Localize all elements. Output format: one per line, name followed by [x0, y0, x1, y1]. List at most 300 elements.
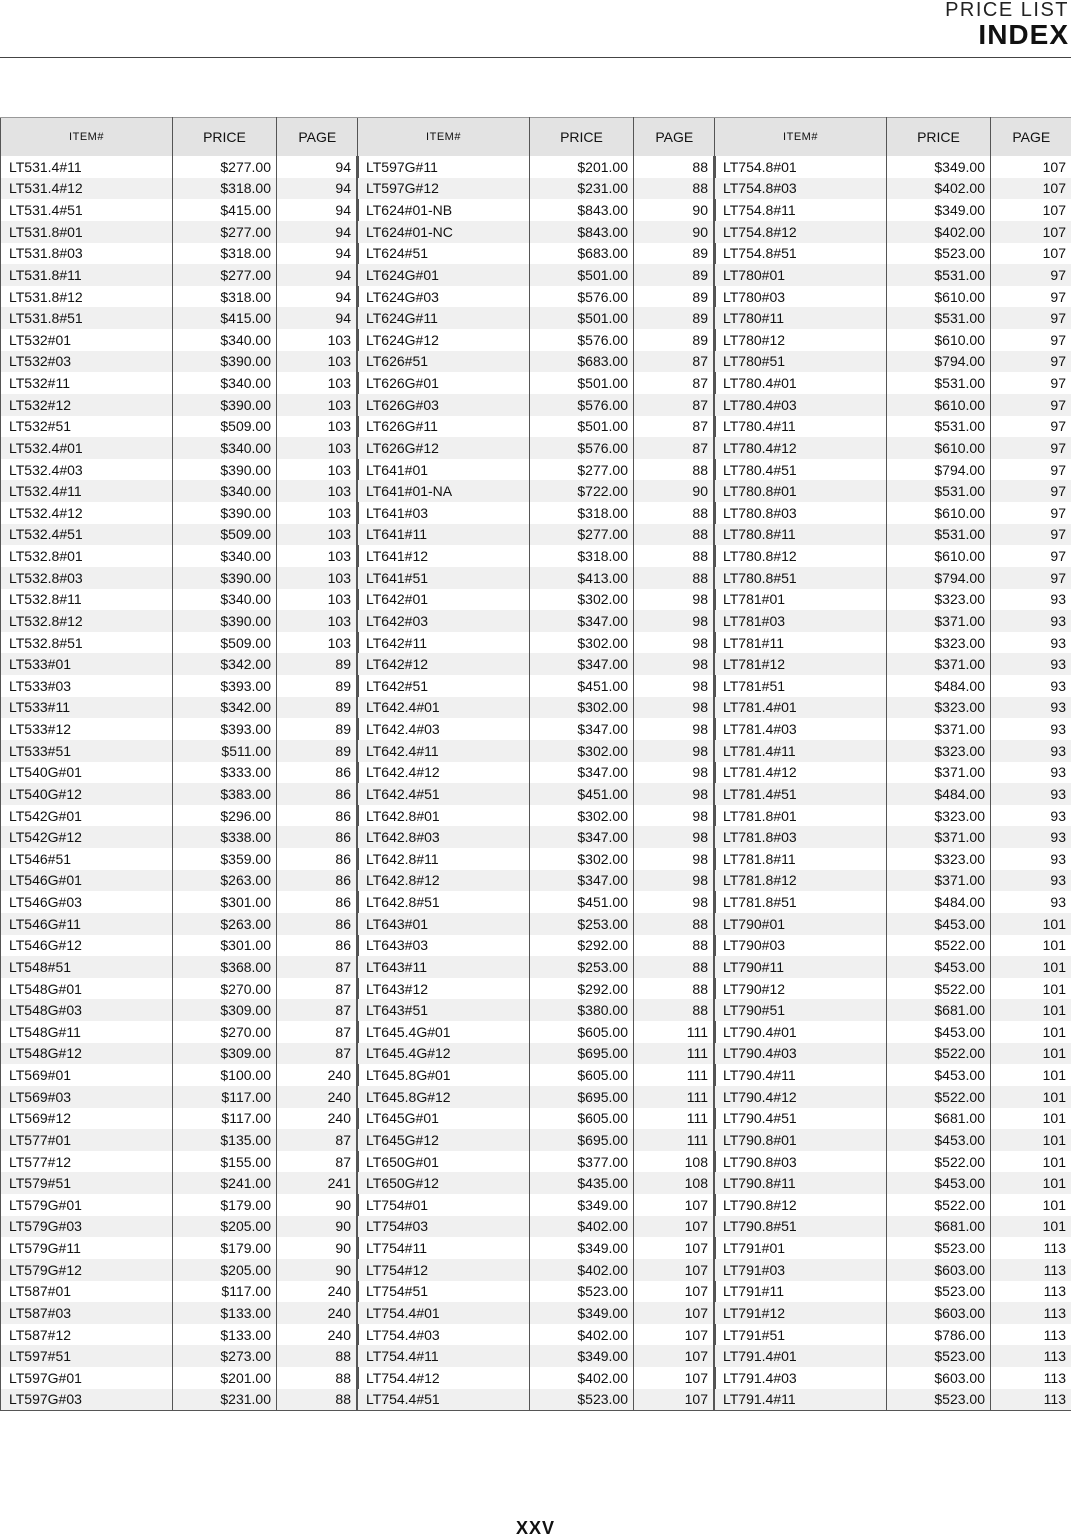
price-column-header: PRICE [887, 118, 991, 157]
table-row [715, 416, 1071, 438]
table-row [1, 978, 358, 1000]
table-row [715, 1151, 1071, 1173]
item-price: $415.00 [173, 307, 277, 329]
item-price: $371.00 [887, 653, 991, 675]
table-row [715, 524, 1071, 546]
item-number: LT641#12 [358, 545, 530, 567]
table-row [715, 1043, 1071, 1065]
item-number: LT626G#01 [358, 372, 530, 394]
price-table-3 [714, 117, 1071, 1410]
item-price: $509.00 [173, 416, 277, 438]
item-page: 88 [634, 545, 715, 567]
item-page: 101 [991, 1043, 1071, 1065]
table-row [715, 1259, 1071, 1281]
item-price: $383.00 [173, 783, 277, 805]
price-table [0, 117, 359, 1411]
item-price: $610.00 [887, 437, 991, 459]
item-price: $318.00 [173, 243, 277, 265]
item-number: LT781.4#03 [715, 718, 887, 740]
item-price: $794.00 [887, 459, 991, 481]
item-price: $323.00 [887, 589, 991, 611]
item-price: $523.00 [887, 243, 991, 265]
table-row [1, 675, 358, 697]
item-page: 113 [991, 1345, 1071, 1367]
item-number: LT645.4G#01 [358, 1021, 530, 1043]
item-price: $201.00 [530, 156, 634, 178]
item-price: $371.00 [887, 610, 991, 632]
item-number: LT781#03 [715, 610, 887, 632]
item-number: LT579G#01 [1, 1194, 173, 1216]
table-row [715, 372, 1071, 394]
item-number: LT790.4#11 [715, 1064, 887, 1086]
item-page: 113 [991, 1259, 1071, 1281]
item-price: $302.00 [530, 848, 634, 870]
item-page: 98 [634, 718, 715, 740]
item-number: LT531.8#12 [1, 286, 173, 308]
table-row [358, 978, 715, 1000]
item-price: $323.00 [887, 697, 991, 719]
table-row [1, 243, 358, 265]
item-number: LT579G#11 [1, 1237, 173, 1259]
table-row [1, 394, 358, 416]
item-number: LT650G#12 [358, 1172, 530, 1194]
item-page: 111 [634, 1129, 715, 1151]
item-price: $509.00 [173, 632, 277, 654]
item-page: 93 [991, 805, 1071, 827]
item-number: LT780#11 [715, 307, 887, 329]
item-page: 107 [991, 156, 1071, 178]
item-page: 88 [634, 459, 715, 481]
table-row [715, 870, 1071, 892]
item-page: 87 [277, 1043, 358, 1065]
item-number: LT642.4#51 [358, 783, 530, 805]
table-row [358, 286, 715, 308]
table-row [715, 913, 1071, 935]
item-price: $270.00 [173, 978, 277, 1000]
table-row [358, 502, 715, 524]
item-price: $371.00 [887, 762, 991, 784]
item-page: 94 [277, 286, 358, 308]
table-header-row [358, 118, 715, 157]
table-row [358, 1108, 715, 1130]
item-price: $347.00 [530, 718, 634, 740]
item-number: LT643#51 [358, 999, 530, 1021]
table-row [358, 221, 715, 243]
table-row [1, 1216, 358, 1238]
table-row [1, 870, 358, 892]
table-row [1, 956, 358, 978]
item-number: LT533#01 [1, 653, 173, 675]
item-number: LT642#51 [358, 675, 530, 697]
item-price: $722.00 [530, 480, 634, 502]
item-price: $292.00 [530, 978, 634, 1000]
item-number: LT533#11 [1, 697, 173, 719]
item-price: $794.00 [887, 567, 991, 589]
item-number: LT641#11 [358, 524, 530, 546]
item-number: LT754.4#03 [358, 1324, 530, 1346]
item-price: $270.00 [173, 1021, 277, 1043]
item-page: 103 [277, 480, 358, 502]
item-number: LT790#01 [715, 913, 887, 935]
item-page: 98 [634, 697, 715, 719]
table-row [358, 1129, 715, 1151]
item-number: LT587#03 [1, 1302, 173, 1324]
item-page: 98 [634, 826, 715, 848]
table-row [715, 826, 1071, 848]
item-page: 103 [277, 545, 358, 567]
table-row [715, 545, 1071, 567]
table-row [715, 956, 1071, 978]
item-price: $371.00 [887, 870, 991, 892]
item-number: LT641#01-NA [358, 480, 530, 502]
item-page: 107 [634, 1281, 715, 1303]
item-page: 93 [991, 697, 1071, 719]
item-number: LT626G#11 [358, 416, 530, 438]
item-number: LT597G#11 [358, 156, 530, 178]
item-page: 94 [277, 221, 358, 243]
item-price: $342.00 [173, 697, 277, 719]
table-row [358, 1194, 715, 1216]
table-row [1, 1259, 358, 1281]
item-price: $523.00 [530, 1281, 634, 1303]
table-row [1, 1172, 358, 1194]
item-number: LT791#12 [715, 1302, 887, 1324]
item-price: $377.00 [530, 1151, 634, 1173]
item-price: $786.00 [887, 1324, 991, 1346]
item-page: 101 [991, 956, 1071, 978]
item-number: LT624#51 [358, 243, 530, 265]
item-page: 93 [991, 718, 1071, 740]
price-table-2 [357, 117, 714, 1410]
item-page: 87 [634, 437, 715, 459]
table-row [715, 1345, 1071, 1367]
item-price: $133.00 [173, 1302, 277, 1324]
item-page: 101 [991, 978, 1071, 1000]
item-page: 101 [991, 1064, 1071, 1086]
item-price: $318.00 [173, 178, 277, 200]
item-page: 86 [277, 913, 358, 935]
item-number: LT643#11 [358, 956, 530, 978]
table-row [358, 891, 715, 913]
item-page: 93 [991, 632, 1071, 654]
item-price: $681.00 [887, 999, 991, 1021]
page-column-header: PAGE [634, 118, 715, 157]
item-price: $603.00 [887, 1302, 991, 1324]
table-row [358, 394, 715, 416]
item-number: LT597#51 [1, 1345, 173, 1367]
table-row [358, 1021, 715, 1043]
item-page: 93 [991, 826, 1071, 848]
item-number: LT532.8#11 [1, 589, 173, 611]
item-page: 93 [991, 762, 1071, 784]
item-page: 98 [634, 805, 715, 827]
item-number: LT780#51 [715, 351, 887, 373]
item-page: 98 [634, 610, 715, 632]
table-row [358, 416, 715, 438]
item-page: 107 [634, 1216, 715, 1238]
item-price: $390.00 [173, 351, 277, 373]
item-price: $509.00 [173, 524, 277, 546]
item-page: 111 [634, 1064, 715, 1086]
item-number: LT642#03 [358, 610, 530, 632]
item-number: LT754#12 [358, 1259, 530, 1281]
item-price: $201.00 [173, 1367, 277, 1389]
item-number: LT791.4#01 [715, 1345, 887, 1367]
item-number: LT642.4#01 [358, 697, 530, 719]
item-page: 94 [277, 156, 358, 178]
item-page: 94 [277, 264, 358, 286]
item-number: LT781.4#12 [715, 762, 887, 784]
item-price: $453.00 [887, 1129, 991, 1151]
item-column-header: ITEM# [358, 118, 530, 157]
table-row [1, 762, 358, 784]
item-number: LT754.8#12 [715, 221, 887, 243]
item-price: $390.00 [173, 502, 277, 524]
item-number: LT643#01 [358, 913, 530, 935]
item-page: 89 [277, 675, 358, 697]
item-page: 90 [277, 1237, 358, 1259]
item-price: $117.00 [173, 1108, 277, 1130]
item-price: $347.00 [530, 610, 634, 632]
item-number: LT780.4#03 [715, 394, 887, 416]
item-page: 88 [634, 524, 715, 546]
table-row [715, 156, 1071, 178]
item-page: 94 [277, 178, 358, 200]
item-number: LT781.8#03 [715, 826, 887, 848]
item-price: $241.00 [173, 1172, 277, 1194]
item-page: 103 [277, 502, 358, 524]
item-number: LT645.8G#12 [358, 1086, 530, 1108]
item-price: $368.00 [173, 956, 277, 978]
item-price: $253.00 [530, 913, 634, 935]
item-page: 101 [991, 1172, 1071, 1194]
price-index-tables [0, 117, 1071, 1410]
item-number: LT645.4G#12 [358, 1043, 530, 1065]
table-row [1, 1194, 358, 1216]
item-number: LT645G#01 [358, 1108, 530, 1130]
table-row [1, 1021, 358, 1043]
item-price: $263.00 [173, 870, 277, 892]
item-price: $273.00 [173, 1345, 277, 1367]
item-price: $296.00 [173, 805, 277, 827]
table-row [1, 999, 358, 1021]
table-row [715, 589, 1071, 611]
item-number: LT791#11 [715, 1281, 887, 1303]
price-column-header: PRICE [173, 118, 277, 157]
item-number: LT587#12 [1, 1324, 173, 1346]
item-number: LT532.8#01 [1, 545, 173, 567]
table-row [358, 1389, 715, 1411]
item-price: $522.00 [887, 935, 991, 957]
item-price: $605.00 [530, 1108, 634, 1130]
price-table [714, 117, 1071, 1411]
item-page: 90 [277, 1194, 358, 1216]
item-page: 87 [277, 978, 358, 1000]
table-row [1, 653, 358, 675]
item-number: LT754.8#03 [715, 178, 887, 200]
item-price: $349.00 [887, 199, 991, 221]
table-row [358, 178, 715, 200]
table-row [715, 1172, 1071, 1194]
item-page: 88 [277, 1389, 358, 1411]
item-page: 94 [277, 199, 358, 221]
item-number: LT780#12 [715, 329, 887, 351]
item-price: $347.00 [530, 762, 634, 784]
item-page: 86 [277, 848, 358, 870]
table-row [1, 1302, 358, 1324]
item-page: 89 [277, 653, 358, 675]
item-number: LT642.4#11 [358, 740, 530, 762]
item-price: $501.00 [530, 416, 634, 438]
item-page: 93 [991, 675, 1071, 697]
item-page: 107 [991, 178, 1071, 200]
item-page: 97 [991, 286, 1071, 308]
item-price: $277.00 [530, 459, 634, 481]
item-number: LT531.8#03 [1, 243, 173, 265]
item-number: LT542G#12 [1, 826, 173, 848]
item-page: 97 [991, 567, 1071, 589]
item-price: $205.00 [173, 1259, 277, 1281]
table-row [715, 286, 1071, 308]
item-price: $323.00 [887, 848, 991, 870]
item-number: LT532.8#12 [1, 610, 173, 632]
item-price: $522.00 [887, 1151, 991, 1173]
table-row [358, 783, 715, 805]
item-price: $683.00 [530, 351, 634, 373]
table-row [715, 1367, 1071, 1389]
table-row [358, 913, 715, 935]
item-number: LT597G#03 [1, 1389, 173, 1411]
item-page: 87 [634, 416, 715, 438]
item-price: $402.00 [530, 1367, 634, 1389]
item-number: LT790.4#01 [715, 1021, 887, 1043]
item-price: $451.00 [530, 891, 634, 913]
table-row [1, 156, 358, 178]
item-page: 93 [991, 653, 1071, 675]
item-page: 89 [634, 264, 715, 286]
item-price: $309.00 [173, 1043, 277, 1065]
item-price: $523.00 [887, 1345, 991, 1367]
item-price: $402.00 [530, 1216, 634, 1238]
item-number: LT641#03 [358, 502, 530, 524]
item-number: LT624#01-NC [358, 221, 530, 243]
table-row [358, 243, 715, 265]
item-price: $349.00 [887, 156, 991, 178]
item-number: LT533#03 [1, 675, 173, 697]
item-number: LT532#51 [1, 416, 173, 438]
item-page: 98 [634, 848, 715, 870]
item-page: 101 [991, 999, 1071, 1021]
item-price: $301.00 [173, 935, 277, 957]
item-page: 93 [991, 870, 1071, 892]
item-price: $523.00 [530, 1389, 634, 1411]
table-row [358, 610, 715, 632]
item-number: LT780.8#51 [715, 567, 887, 589]
item-page: 103 [277, 416, 358, 438]
table-row [358, 1064, 715, 1086]
item-number: LT780.4#12 [715, 437, 887, 459]
item-number: LT542G#01 [1, 805, 173, 827]
item-number: LT642.8#51 [358, 891, 530, 913]
item-page: 88 [634, 935, 715, 957]
item-page: 240 [277, 1281, 358, 1303]
item-page: 240 [277, 1086, 358, 1108]
table-row [1, 264, 358, 286]
item-price: $610.00 [887, 286, 991, 308]
item-price: $277.00 [173, 156, 277, 178]
item-number: LT531.4#51 [1, 199, 173, 221]
item-page: 89 [277, 697, 358, 719]
table-row [358, 524, 715, 546]
table-row [1, 740, 358, 762]
table-row [715, 437, 1071, 459]
item-price: $453.00 [887, 1064, 991, 1086]
item-price: $340.00 [173, 480, 277, 502]
page-column-header: PAGE [991, 118, 1071, 157]
item-price: $349.00 [530, 1237, 634, 1259]
table-row [715, 1086, 1071, 1108]
item-price: $843.00 [530, 221, 634, 243]
item-price: $338.00 [173, 826, 277, 848]
item-price: $603.00 [887, 1367, 991, 1389]
item-price: $484.00 [887, 783, 991, 805]
item-page: 97 [991, 307, 1071, 329]
item-number: LT754.8#11 [715, 199, 887, 221]
item-number: LT626#51 [358, 351, 530, 373]
item-page: 89 [277, 718, 358, 740]
item-page: 97 [991, 351, 1071, 373]
table-row [358, 935, 715, 957]
item-number: LT650G#01 [358, 1151, 530, 1173]
item-price: $349.00 [530, 1345, 634, 1367]
item-price: $523.00 [887, 1389, 991, 1411]
item-number: LT781.4#01 [715, 697, 887, 719]
item-page: 89 [277, 740, 358, 762]
item-page: 107 [634, 1324, 715, 1346]
item-price: $390.00 [173, 459, 277, 481]
table-row [1, 935, 358, 957]
item-column-header: ITEM# [1, 118, 173, 157]
item-number: LT577#01 [1, 1129, 173, 1151]
item-page: 113 [991, 1324, 1071, 1346]
item-page: 89 [634, 243, 715, 265]
item-number: LT754.4#51 [358, 1389, 530, 1411]
table-row [715, 783, 1071, 805]
item-page: 90 [634, 221, 715, 243]
table-row [715, 718, 1071, 740]
item-number: LT645.8G#01 [358, 1064, 530, 1086]
item-page: 97 [991, 502, 1071, 524]
item-price: $231.00 [173, 1389, 277, 1411]
item-price: $359.00 [173, 848, 277, 870]
item-price: $333.00 [173, 762, 277, 784]
price-table [357, 117, 716, 1411]
item-page: 87 [277, 1129, 358, 1151]
table-row [358, 351, 715, 373]
item-number: LT642.8#03 [358, 826, 530, 848]
item-page: 97 [991, 329, 1071, 351]
item-price: $484.00 [887, 675, 991, 697]
table-row [1, 307, 358, 329]
item-number: LT791.4#11 [715, 1389, 887, 1411]
item-price: $522.00 [887, 978, 991, 1000]
item-number: LT597G#01 [1, 1367, 173, 1389]
table-row [358, 264, 715, 286]
table-row [358, 459, 715, 481]
item-page: 97 [991, 372, 1071, 394]
table-row [1, 805, 358, 827]
item-page: 97 [991, 459, 1071, 481]
